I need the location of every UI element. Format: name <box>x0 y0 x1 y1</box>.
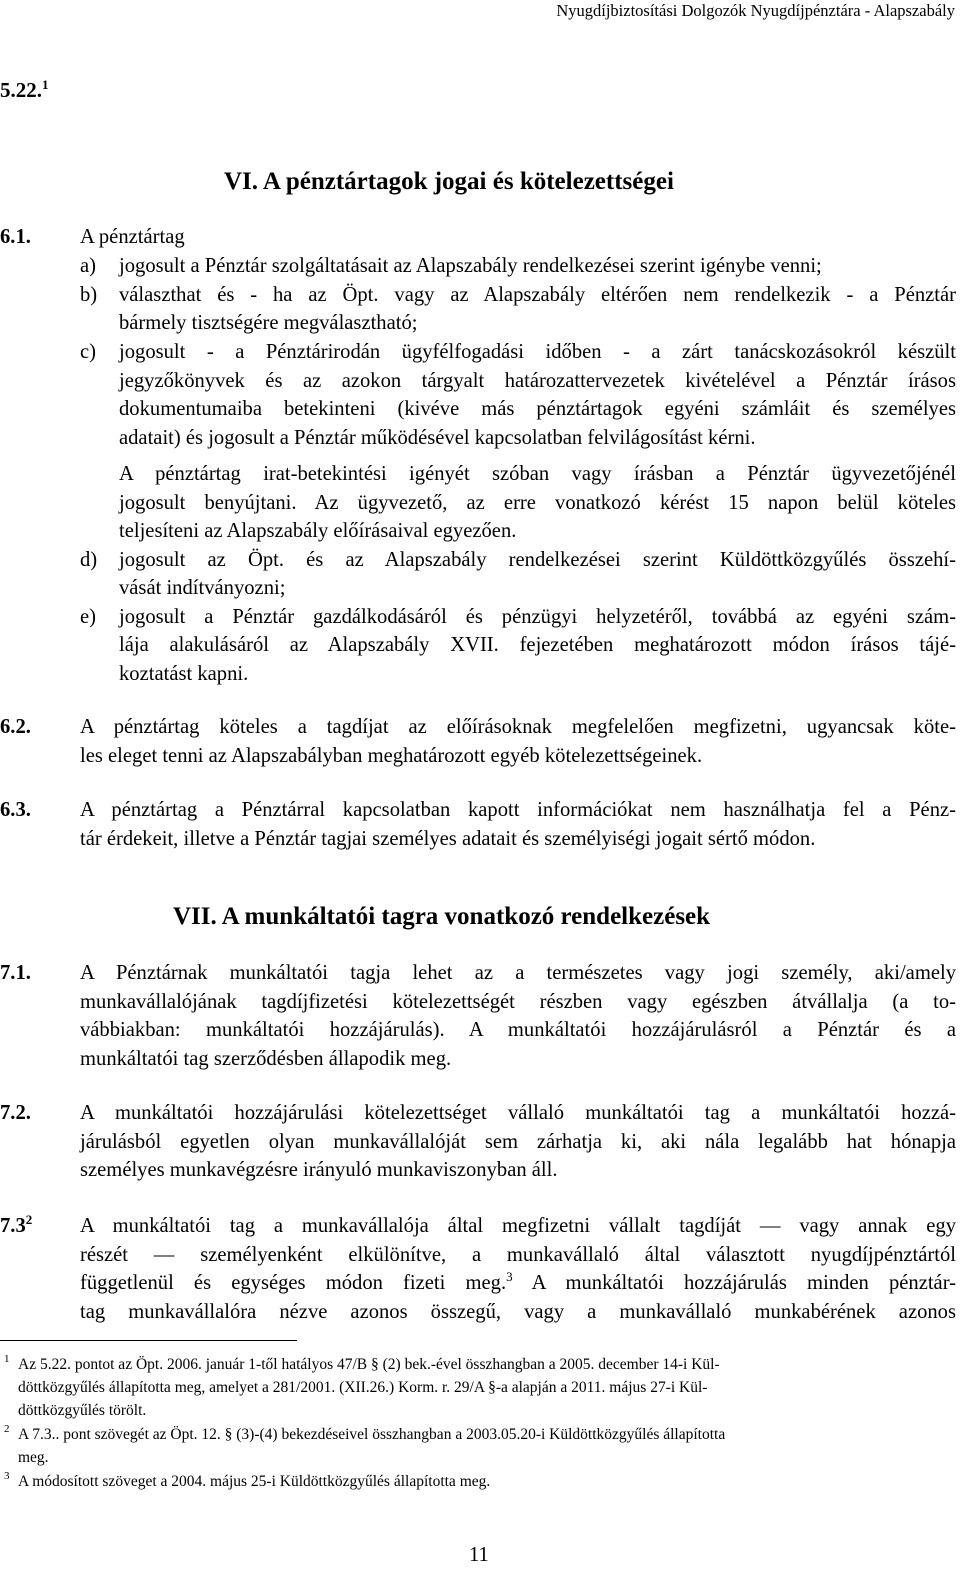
footnote-3-line-1: A módosított szöveget a 2004. május 25-i Küldöttközgyűlés állapította meg. <box>18 1473 491 1490</box>
item-b-line-1: választhat és - ha az Öpt. vagy az Alapszabály eltérően nem rendelkezik - a Pénztár <box>119 284 956 306</box>
section-6-3-line-2: tár érdekeit, illetve a Pénztár tagjai személyes adatait és személyiségi jogait sértő módon. <box>80 828 816 850</box>
footnote-2-line-2: meg. <box>18 1449 49 1466</box>
item-c2-line-2: jogosult benyújtani. Az ügyvezető, az erre vonatkozó kérést 15 napon belül köteles <box>119 492 956 514</box>
section-7-2-line-1: A munkáltatói hozzájárulási kötelezettséget vállaló munkáltatói tag a munkáltatói hozzá- <box>80 1102 956 1124</box>
section-7-1-line-4: munkáltatói tag szerződésben állapodik meg. <box>80 1048 452 1070</box>
section-7-3-line-4: tag munkavállalóra nézve azonos összegű, vagy a munkavállaló munkabérének azonos <box>80 1301 956 1323</box>
item-e-line-3: koztatást kapni. <box>119 663 249 685</box>
section-7-3-line-3b: A munkáltatói hozzájárulás minden pénztár- <box>512 1272 957 1294</box>
section-6-1-number: 6.1. <box>0 226 31 248</box>
section-7-3-num-text: 7.3 <box>0 1215 26 1237</box>
item-e-line-2: lája alakulásáról az Alapszabály XVII. fejezetében meghatározott módon írásos tájé- <box>119 634 956 656</box>
item-b-label: b) <box>80 284 98 306</box>
item-d-label: d) <box>80 549 98 571</box>
item-c-line-4: adatait) és jogosult a Pénztár működésével kapcsolatban felvilágosítást kérni. <box>119 427 756 449</box>
item-a-label: a) <box>80 255 96 277</box>
section-ref-5-22 <box>0 76 49 105</box>
footnote-1-line-3: döttközgyűlés törölt. <box>18 1402 147 1419</box>
footnote-1-line-1: Az 5.22. pontot az Öpt. 2006. január 1-től hatályos 47/B § (2) bek.-ével összhangban a 2005. december 14-i Kül- <box>18 1356 720 1373</box>
chapter-7-title: VII. A munkáltatói tagra vonatkozó rendelkezések <box>173 903 711 930</box>
section-7-3-line-3 <box>80 1269 956 1298</box>
section-7-1-number: 7.1. <box>0 962 31 984</box>
page-number: 11 <box>469 1544 489 1566</box>
section-6-3-number: 6.3. <box>0 799 31 821</box>
footnote-2-line-1: A 7.3.. pont szövegét az Öpt. 12. § (3)-(4) bekezdéseivel összhangban a 2003.05.20-i Küldöttközgyűlés állapította <box>18 1426 726 1443</box>
item-c-line-2: jegyzőkönyvek és az azokon tárgyalt határozattervezetek kivételével a Pénztár írásos <box>119 370 956 392</box>
footnote-ref-3: 3 <box>506 1269 513 1285</box>
footnote-3-number: 3 <box>4 1470 10 1482</box>
section-6-2-line-2: les eleget tenni az Alapszabályban meghatározott egyéb kötelezettségeinek. <box>80 745 703 767</box>
item-c2-line-1: A pénztártag irat-betekintési igényét szóban vagy írásban a Pénztár ügyvezetőjénél <box>119 463 956 485</box>
section-7-2-line-3: személyes munkavégzésre irányuló munkaviszonyban áll. <box>80 1159 558 1181</box>
running-header: Nyugdíjbiztosítási Dolgozók Nyugdíjpénztára - Alapszabály <box>556 1 955 20</box>
chapter-6-title: VI. A pénztártagok jogai és kötelezettségei <box>224 168 674 195</box>
item-c-label: c) <box>80 341 96 363</box>
footnote-1-line-2: döttközgyűlés állapította meg, amelyet a 281/2001. (XII.26.) Korm. r. 29/A §-a alapján a 2011. május 27-i Kül- <box>18 1379 708 1396</box>
section-6-2-number: 6.2. <box>0 716 31 738</box>
footnote-ref-1: 1 <box>42 77 49 92</box>
section-6-2-line-1: A pénztártag köteles a tagdíjat az előírásoknak megfelelően megfizetni, ugyancsak köte- <box>80 716 956 738</box>
item-e-label: e) <box>80 606 96 628</box>
footnote-2-number: 2 <box>4 1423 10 1435</box>
item-d-line-1: jogosult az Öpt. és az Alapszabály rendelkezései szerint Küldöttközgyűlés összehí- <box>119 549 956 571</box>
item-d-line-2: vását indítványozni; <box>119 577 286 599</box>
section-7-1-line-2: munkavállalójának tagdíjfizetési kötelezettségét részben vagy egészben átvállalja (a to- <box>80 991 956 1013</box>
item-c-line-1: jogosult - a Pénztárirodán ügyfélfogadási időben - a zárt tanácskozásokról készült <box>119 341 956 363</box>
section-7-3-line-2: részét — személyenként elkülönítve, a munkavállaló által választott nyugdíjpénztártól <box>80 1244 956 1266</box>
section-6-3-line-1: A pénztártag a Pénztárral kapcsolatban kapott információkat nem használhatja fel a Pénz- <box>80 799 956 821</box>
footnote-1-number: 1 <box>4 1353 10 1365</box>
item-e-line-1: jogosult a Pénztár gazdálkodásáról és pénzügyi helyzetéről, továbbá az egyéni szám- <box>119 606 956 628</box>
section-7-2-number: 7.2. <box>0 1102 31 1124</box>
section-7-3-line-3a: függetlenül és egységes módon fizeti meg. <box>80 1272 507 1294</box>
footnote-separator <box>0 1340 297 1341</box>
section-7-3-number <box>0 1212 32 1241</box>
item-b-line-2: bármely tisztségére megválasztható; <box>119 312 418 334</box>
section-7-1-line-1: A Pénztárnak munkáltatói tagja lehet az a természetes vagy jogi személy, aki/amely <box>80 962 956 984</box>
section-7-3-line-1: A munkáltatói tag a munkavállalója által megfizetni vállalt tagdíját — vagy annak egy <box>80 1215 956 1237</box>
section-7-1-line-3: vábbiakban: munkáltatói hozzájárulás). A munkáltatói hozzájárulásról a Pénztár és a <box>80 1019 956 1041</box>
footnote-ref-2: 2 <box>25 1212 33 1228</box>
item-c-line-3: dokumentumaiba betekinteni (kivéve más pénztártagok egyéni számláit és személyes <box>119 398 956 420</box>
section-7-2-line-2: járulásból egyetlen olyan munkavállalóját sem zárhatja ki, aki nála legalább hat hónapja <box>80 1131 956 1153</box>
item-a-text: jogosult a Pénztár szolgáltatásait az Alapszabály rendelkezései szerint igénybe venni; <box>119 255 822 277</box>
section-6-1-title: A pénztártag <box>80 226 185 248</box>
section-number: 5.22. <box>0 78 42 102</box>
item-c2-line-3: teljesíteni az Alapszabály előírásaival egyezően. <box>119 520 517 542</box>
